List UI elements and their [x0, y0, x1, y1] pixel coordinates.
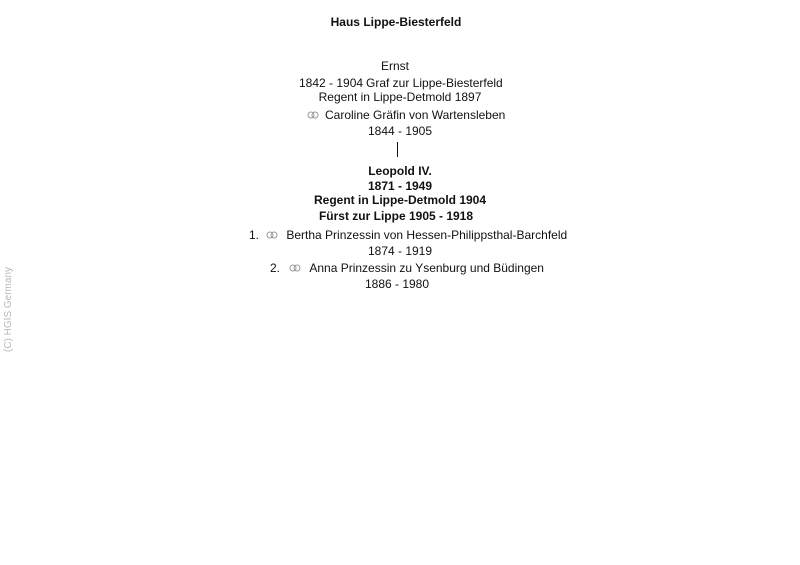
descent-line [397, 142, 398, 157]
spouse-2-entry [270, 261, 544, 275]
leopold-years: 1871 - 1949 [367, 179, 433, 193]
father-title: Graf zur Lippe-Biesterfeld [366, 76, 503, 90]
leopold-name: Leopold IV. [368, 164, 432, 178]
father-regency: Regent in Lippe-Detmold 1897 [318, 90, 482, 104]
leopold-regency: Regent in Lippe-Detmold 1904 [313, 193, 487, 207]
spouse-2-years: 1886 - 1980 [364, 277, 430, 291]
spouse-2-name: Anna Prinzessin zu Ysenburg und Büdingen [309, 261, 544, 275]
leopold-reign: Fürst zur Lippe 1905 - 1918 [318, 209, 474, 223]
father-years: 1842 - 1904 [299, 76, 364, 90]
spouse-1-number: 1. [249, 228, 260, 242]
father-spouse-years: 1844 - 1905 [367, 124, 433, 138]
father-name: Ernst [380, 59, 409, 73]
father-spouse-name: Caroline Gräfin von Wartensleben [325, 108, 506, 122]
spouse-1-years: 1874 - 1919 [367, 244, 433, 258]
father-spouse-entry [307, 108, 505, 122]
spouse-1-entry [249, 228, 567, 242]
copyright-notice: (C) HGIS Germany [3, 266, 14, 352]
marriage-rings-icon [289, 264, 301, 272]
marriage-rings-icon [307, 111, 319, 119]
spouse-2-number: 2. [270, 261, 281, 275]
marriage-rings-icon [266, 231, 278, 239]
page-title: Haus Lippe-Biesterfeld [330, 15, 462, 29]
spouse-1-name: Bertha Prinzessin von Hessen-Philippsthal-Barchfeld [286, 228, 568, 242]
